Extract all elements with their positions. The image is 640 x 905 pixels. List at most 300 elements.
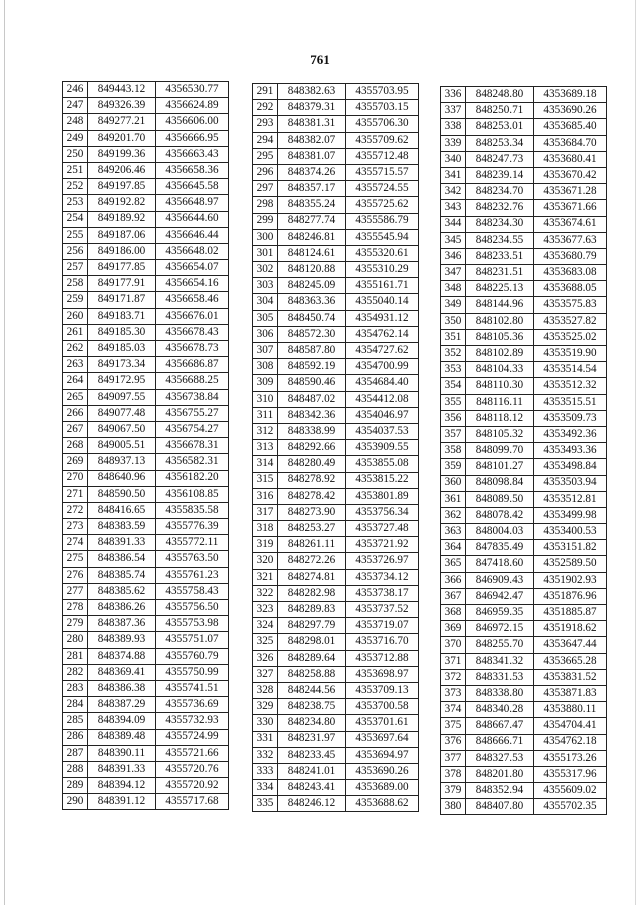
point-number-cell: 310 [253, 391, 278, 407]
table-row [253, 391, 419, 407]
point-number-cell: 367 [441, 588, 466, 604]
y-coordinate-cell: 4353855.08 [346, 456, 419, 472]
point-number-cell: 319 [253, 537, 278, 553]
x-coordinate-cell: 848357.17 [278, 181, 346, 197]
x-coordinate-cell: 848102.80 [466, 313, 534, 329]
point-number-cell: 268 [63, 438, 88, 454]
y-coordinate-cell: 4355750.99 [156, 664, 229, 680]
y-coordinate-cell: 4356658.36 [156, 162, 229, 178]
point-number-cell: 304 [253, 294, 278, 310]
point-number-cell: 345 [441, 232, 466, 248]
point-number-cell: 291 [253, 84, 278, 100]
table-row [253, 472, 419, 488]
table-row [63, 324, 229, 340]
point-number-cell: 290 [63, 794, 88, 810]
point-number-cell: 315 [253, 472, 278, 488]
x-coordinate-cell: 848248.80 [466, 87, 534, 103]
point-number-cell: 327 [253, 666, 278, 682]
point-number-cell: 301 [253, 245, 278, 261]
point-number-cell: 265 [63, 389, 88, 405]
y-coordinate-cell: 4353689.00 [346, 780, 419, 796]
point-number-cell: 279 [63, 616, 88, 632]
coordinate-table-2 [252, 83, 419, 812]
y-coordinate-cell: 4353527.82 [534, 313, 607, 329]
x-coordinate-cell: 848352.94 [466, 783, 534, 799]
x-coordinate-cell: 848327.53 [466, 750, 534, 766]
x-coordinate-cell: 848105.36 [466, 329, 534, 345]
x-coordinate-cell: 848250.71 [466, 103, 534, 119]
table-row [441, 507, 607, 523]
y-coordinate-cell: 4353683.08 [534, 265, 607, 281]
table-row [253, 521, 419, 537]
point-number-cell: 299 [253, 213, 278, 229]
y-coordinate-cell: 4353688.05 [534, 281, 607, 297]
table-row [63, 438, 229, 454]
table-row [63, 341, 229, 357]
y-coordinate-cell: 4355753.98 [156, 616, 229, 632]
point-number-cell: 308 [253, 359, 278, 375]
y-coordinate-cell: 4355756.50 [156, 600, 229, 616]
table-row [63, 292, 229, 308]
y-coordinate-cell: 4353709.13 [346, 682, 419, 698]
table-row [253, 763, 419, 779]
x-coordinate-cell: 848590.46 [278, 375, 346, 391]
table-row [253, 310, 419, 326]
table-row [441, 799, 607, 815]
x-coordinate-cell: 848246.81 [278, 229, 346, 245]
table-row [441, 216, 607, 232]
x-coordinate-cell: 849173.34 [88, 357, 156, 373]
x-coordinate-cell: 848341.32 [466, 653, 534, 669]
x-coordinate-cell: 848116.11 [466, 394, 534, 410]
point-number-cell: 321 [253, 569, 278, 585]
x-coordinate-cell: 849185.03 [88, 341, 156, 357]
y-coordinate-cell: 4353690.26 [346, 763, 419, 779]
x-coordinate-cell: 849186.00 [88, 243, 156, 259]
y-coordinate-cell: 4353726.97 [346, 553, 419, 569]
y-coordinate-cell: 4356666.95 [156, 130, 229, 146]
table-row [253, 488, 419, 504]
table-row [63, 583, 229, 599]
x-coordinate-cell: 848572.30 [278, 326, 346, 342]
table-row [253, 407, 419, 423]
x-coordinate-cell: 848382.07 [278, 132, 346, 148]
table-row [441, 637, 607, 653]
x-coordinate-cell: 849005.51 [88, 438, 156, 454]
y-coordinate-cell: 4353575.83 [534, 297, 607, 313]
y-coordinate-cell: 4354037.53 [346, 423, 419, 439]
y-coordinate-cell: 4353677.63 [534, 232, 607, 248]
table-row [63, 357, 229, 373]
x-coordinate-cell: 848004.03 [466, 524, 534, 540]
table-row [441, 362, 607, 378]
x-coordinate-cell: 849185.30 [88, 324, 156, 340]
point-number-cell: 295 [253, 148, 278, 164]
y-coordinate-cell: 4356648.97 [156, 195, 229, 211]
y-coordinate-cell: 4353700.58 [346, 699, 419, 715]
x-coordinate-cell: 849206.46 [88, 162, 156, 178]
point-number-cell: 311 [253, 407, 278, 423]
y-coordinate-cell: 4353671.66 [534, 200, 607, 216]
point-number-cell: 336 [441, 87, 466, 103]
x-coordinate-cell: 848110.30 [466, 378, 534, 394]
y-coordinate-cell: 4355720.92 [156, 778, 229, 794]
page-number: 761 [310, 52, 330, 67]
y-coordinate-cell: 4356688.25 [156, 373, 229, 389]
table-row [253, 796, 419, 812]
y-coordinate-cell: 4355760.79 [156, 648, 229, 664]
point-number-cell: 269 [63, 454, 88, 470]
point-number-cell: 370 [441, 637, 466, 653]
x-coordinate-cell: 847418.60 [466, 556, 534, 572]
coordinate-table-3 [440, 86, 607, 815]
y-coordinate-cell: 4355724.99 [156, 729, 229, 745]
table-row [63, 82, 229, 98]
x-coordinate-cell: 849187.06 [88, 227, 156, 243]
x-coordinate-cell: 848238.75 [278, 699, 346, 715]
point-number-cell: 285 [63, 713, 88, 729]
x-coordinate-cell: 848234.55 [466, 232, 534, 248]
table-row [63, 470, 229, 486]
table-row [441, 524, 607, 540]
x-coordinate-cell: 848272.26 [278, 553, 346, 569]
table-row [253, 229, 419, 245]
y-coordinate-cell: 4355776.39 [156, 519, 229, 535]
table-row [253, 602, 419, 618]
y-coordinate-cell: 4353698.97 [346, 666, 419, 682]
point-number-cell: 253 [63, 195, 88, 211]
point-number-cell: 325 [253, 634, 278, 650]
y-coordinate-cell: 4356648.02 [156, 243, 229, 259]
point-number-cell: 343 [441, 200, 466, 216]
table-row [441, 540, 607, 556]
point-number-cell: 337 [441, 103, 466, 119]
point-number-cell: 341 [441, 167, 466, 183]
point-number-cell: 366 [441, 572, 466, 588]
x-coordinate-cell: 848244.56 [278, 682, 346, 698]
x-coordinate-cell: 848592.19 [278, 359, 346, 375]
point-number-cell: 257 [63, 260, 88, 276]
y-coordinate-cell: 4355721.66 [156, 745, 229, 761]
table-row [63, 243, 229, 259]
x-coordinate-cell: 848450.74 [278, 310, 346, 326]
table-row [63, 195, 229, 211]
table-row [63, 778, 229, 794]
table-row [441, 410, 607, 426]
y-coordinate-cell: 4355709.62 [346, 132, 419, 148]
x-coordinate-cell: 848389.48 [88, 729, 156, 745]
x-coordinate-cell: 848118.12 [466, 410, 534, 426]
table-row [253, 84, 419, 100]
table-row [441, 119, 607, 135]
table-row [441, 491, 607, 507]
y-coordinate-cell: 4355702.35 [534, 799, 607, 815]
table-row [441, 200, 607, 216]
y-coordinate-cell: 4356754.27 [156, 421, 229, 437]
y-coordinate-cell: 4356582.31 [156, 454, 229, 470]
x-coordinate-cell: 848386.26 [88, 600, 156, 616]
y-coordinate-cell: 4354700.99 [346, 359, 419, 375]
x-coordinate-cell: 848089.50 [466, 491, 534, 507]
x-coordinate-cell: 846959.35 [466, 605, 534, 621]
x-coordinate-cell: 848253.34 [466, 135, 534, 151]
y-coordinate-cell: 4353689.18 [534, 87, 607, 103]
y-coordinate-cell: 4353697.64 [346, 731, 419, 747]
table-row [441, 313, 607, 329]
y-coordinate-cell: 4356686.87 [156, 357, 229, 373]
table-row [63, 632, 229, 648]
y-coordinate-cell: 4353512.81 [534, 491, 607, 507]
table-row [63, 697, 229, 713]
y-coordinate-cell: 4355758.43 [156, 583, 229, 599]
point-number-cell: 284 [63, 697, 88, 713]
point-number-cell: 339 [441, 135, 466, 151]
x-coordinate-cell: 848391.33 [88, 761, 156, 777]
point-number-cell: 376 [441, 734, 466, 750]
point-number-cell: 369 [441, 621, 466, 637]
x-coordinate-cell: 848253.27 [278, 521, 346, 537]
table-row [63, 227, 229, 243]
x-coordinate-cell: 848387.36 [88, 616, 156, 632]
point-number-cell: 255 [63, 227, 88, 243]
table-row [441, 281, 607, 297]
point-number-cell: 354 [441, 378, 466, 394]
y-coordinate-cell: 4356678.43 [156, 324, 229, 340]
y-coordinate-cell: 4353721.92 [346, 537, 419, 553]
x-coordinate-cell: 848338.80 [466, 685, 534, 701]
table-row [253, 326, 419, 342]
y-coordinate-cell: 4353647.44 [534, 637, 607, 653]
y-coordinate-cell: 4353701.61 [346, 715, 419, 731]
point-number-cell: 272 [63, 502, 88, 518]
y-coordinate-cell: 4352589.50 [534, 556, 607, 572]
table-row [253, 213, 419, 229]
y-coordinate-cell: 4355724.55 [346, 181, 419, 197]
table-row [441, 87, 607, 103]
x-coordinate-cell: 848383.59 [88, 519, 156, 535]
x-coordinate-cell: 848374.26 [278, 164, 346, 180]
table-row [63, 502, 229, 518]
point-number-cell: 307 [253, 343, 278, 359]
x-coordinate-cell: 848280.49 [278, 456, 346, 472]
table-row [253, 618, 419, 634]
x-coordinate-cell: 848387.29 [88, 697, 156, 713]
y-coordinate-cell: 4353519.90 [534, 346, 607, 362]
table-row [63, 146, 229, 162]
x-coordinate-cell: 849443.12 [88, 82, 156, 98]
table-row [253, 715, 419, 731]
x-coordinate-cell: 849183.71 [88, 308, 156, 324]
x-coordinate-cell: 849171.87 [88, 292, 156, 308]
table-row [63, 761, 229, 777]
x-coordinate-cell: 848098.84 [466, 475, 534, 491]
table-row [63, 745, 229, 761]
y-coordinate-cell: 4353525.02 [534, 329, 607, 345]
y-coordinate-cell: 4353685.40 [534, 119, 607, 135]
y-coordinate-cell: 4353727.48 [346, 521, 419, 537]
x-coordinate-cell: 848369.41 [88, 664, 156, 680]
x-coordinate-cell: 846909.43 [466, 572, 534, 588]
table-row [441, 378, 607, 394]
point-number-cell: 276 [63, 567, 88, 583]
y-coordinate-cell: 4353712.88 [346, 650, 419, 666]
x-coordinate-cell: 849172.95 [88, 373, 156, 389]
point-number-cell: 342 [441, 184, 466, 200]
table-row [63, 373, 229, 389]
x-coordinate-cell: 849197.85 [88, 179, 156, 195]
point-number-cell: 363 [441, 524, 466, 540]
y-coordinate-cell: 4355173.26 [534, 750, 607, 766]
table-row [441, 248, 607, 264]
table-row [253, 456, 419, 472]
table-row [253, 359, 419, 375]
point-number-cell: 309 [253, 375, 278, 391]
x-coordinate-cell: 848391.12 [88, 794, 156, 810]
x-coordinate-cell: 848292.66 [278, 440, 346, 456]
y-coordinate-cell: 4355320.61 [346, 245, 419, 261]
table-row [63, 648, 229, 664]
point-number-cell: 289 [63, 778, 88, 794]
table-row [63, 260, 229, 276]
point-number-cell: 317 [253, 504, 278, 520]
table-row [253, 197, 419, 213]
point-number-cell: 258 [63, 276, 88, 292]
point-number-cell: 362 [441, 507, 466, 523]
table-row [441, 167, 607, 183]
point-number-cell: 347 [441, 265, 466, 281]
table-row [63, 680, 229, 696]
x-coordinate-cell: 848253.01 [466, 119, 534, 135]
point-number-cell: 346 [441, 248, 466, 264]
y-coordinate-cell: 4353509.73 [534, 410, 607, 426]
point-number-cell: 351 [441, 329, 466, 345]
y-coordinate-cell: 4355761.23 [156, 567, 229, 583]
y-coordinate-cell: 4354704.41 [534, 718, 607, 734]
table-row [63, 486, 229, 502]
point-number-cell: 373 [441, 685, 466, 701]
x-coordinate-cell: 848201.80 [466, 766, 534, 782]
table-row [63, 729, 229, 745]
x-coordinate-cell: 848640.96 [88, 470, 156, 486]
point-number-cell: 270 [63, 470, 88, 486]
y-coordinate-cell: 4353665.28 [534, 653, 607, 669]
x-coordinate-cell: 848386.38 [88, 680, 156, 696]
table-row [441, 669, 607, 685]
x-coordinate-cell: 848246.12 [278, 796, 346, 812]
x-coordinate-cell: 848340.28 [466, 702, 534, 718]
y-coordinate-cell: 4356676.01 [156, 308, 229, 324]
table-row [441, 588, 607, 604]
y-coordinate-cell: 4356678.31 [156, 438, 229, 454]
point-number-cell: 266 [63, 405, 88, 421]
x-coordinate-cell: 848394.12 [88, 778, 156, 794]
y-coordinate-cell: 4353499.98 [534, 507, 607, 523]
point-number-cell: 357 [441, 426, 466, 442]
point-number-cell: 246 [63, 82, 88, 98]
table-row [63, 664, 229, 680]
table-row [253, 699, 419, 715]
point-number-cell: 296 [253, 164, 278, 180]
y-coordinate-cell: 4355706.30 [346, 116, 419, 132]
x-coordinate-cell: 848297.79 [278, 618, 346, 634]
table-row [441, 605, 607, 621]
table-row [253, 682, 419, 698]
point-number-cell: 254 [63, 211, 88, 227]
table-row [63, 616, 229, 632]
y-coordinate-cell: 4355741.51 [156, 680, 229, 696]
x-coordinate-cell: 848389.93 [88, 632, 156, 648]
y-coordinate-cell: 4356755.27 [156, 405, 229, 421]
y-coordinate-cell: 4353514.54 [534, 362, 607, 378]
table-row [63, 98, 229, 114]
point-number-cell: 349 [441, 297, 466, 313]
x-coordinate-cell: 849177.91 [88, 276, 156, 292]
x-coordinate-cell: 848231.97 [278, 731, 346, 747]
y-coordinate-cell: 4355703.95 [346, 84, 419, 100]
x-coordinate-cell: 849201.70 [88, 130, 156, 146]
coordinate-table-1 [62, 81, 229, 810]
y-coordinate-cell: 4353716.70 [346, 634, 419, 650]
y-coordinate-cell: 4354762.18 [534, 734, 607, 750]
point-number-cell: 352 [441, 346, 466, 362]
table-row [441, 265, 607, 281]
table-row [63, 794, 229, 810]
table-row [63, 114, 229, 130]
x-coordinate-cell: 849177.85 [88, 260, 156, 276]
table-row [441, 783, 607, 799]
point-number-cell: 374 [441, 702, 466, 718]
x-coordinate-cell: 848231.51 [466, 265, 534, 281]
x-coordinate-cell: 846972.15 [466, 621, 534, 637]
point-number-cell: 365 [441, 556, 466, 572]
table-row [253, 585, 419, 601]
point-number-cell: 300 [253, 229, 278, 245]
x-coordinate-cell: 848101.27 [466, 459, 534, 475]
table-row [441, 103, 607, 119]
x-coordinate-cell: 848391.33 [88, 535, 156, 551]
y-coordinate-cell: 4353738.17 [346, 585, 419, 601]
table-row [253, 343, 419, 359]
point-number-cell: 326 [253, 650, 278, 666]
x-coordinate-cell: 848233.51 [466, 248, 534, 264]
x-coordinate-cell: 848105.32 [466, 426, 534, 442]
table-row [441, 572, 607, 588]
page-edge-right [635, 0, 636, 905]
y-coordinate-cell: 4356182.20 [156, 470, 229, 486]
y-coordinate-cell: 4353694.97 [346, 747, 419, 763]
x-coordinate-cell: 848407.80 [466, 799, 534, 815]
x-coordinate-cell: 849077.48 [88, 405, 156, 421]
y-coordinate-cell: 4356108.85 [156, 486, 229, 502]
x-coordinate-cell: 848258.88 [278, 666, 346, 682]
y-coordinate-cell: 4355609.02 [534, 783, 607, 799]
y-coordinate-cell: 4355736.69 [156, 697, 229, 713]
table-row [63, 713, 229, 729]
y-coordinate-cell: 4354762.14 [346, 326, 419, 342]
x-coordinate-cell: 848355.24 [278, 197, 346, 213]
y-coordinate-cell: 4355720.76 [156, 761, 229, 777]
table-row [253, 181, 419, 197]
point-number-cell: 334 [253, 780, 278, 796]
table-row [253, 569, 419, 585]
point-number-cell: 348 [441, 281, 466, 297]
point-number-cell: 314 [253, 456, 278, 472]
table-row [63, 405, 229, 421]
x-coordinate-cell: 848298.01 [278, 634, 346, 650]
table-row [63, 535, 229, 551]
table-row [63, 308, 229, 324]
point-number-cell: 323 [253, 602, 278, 618]
